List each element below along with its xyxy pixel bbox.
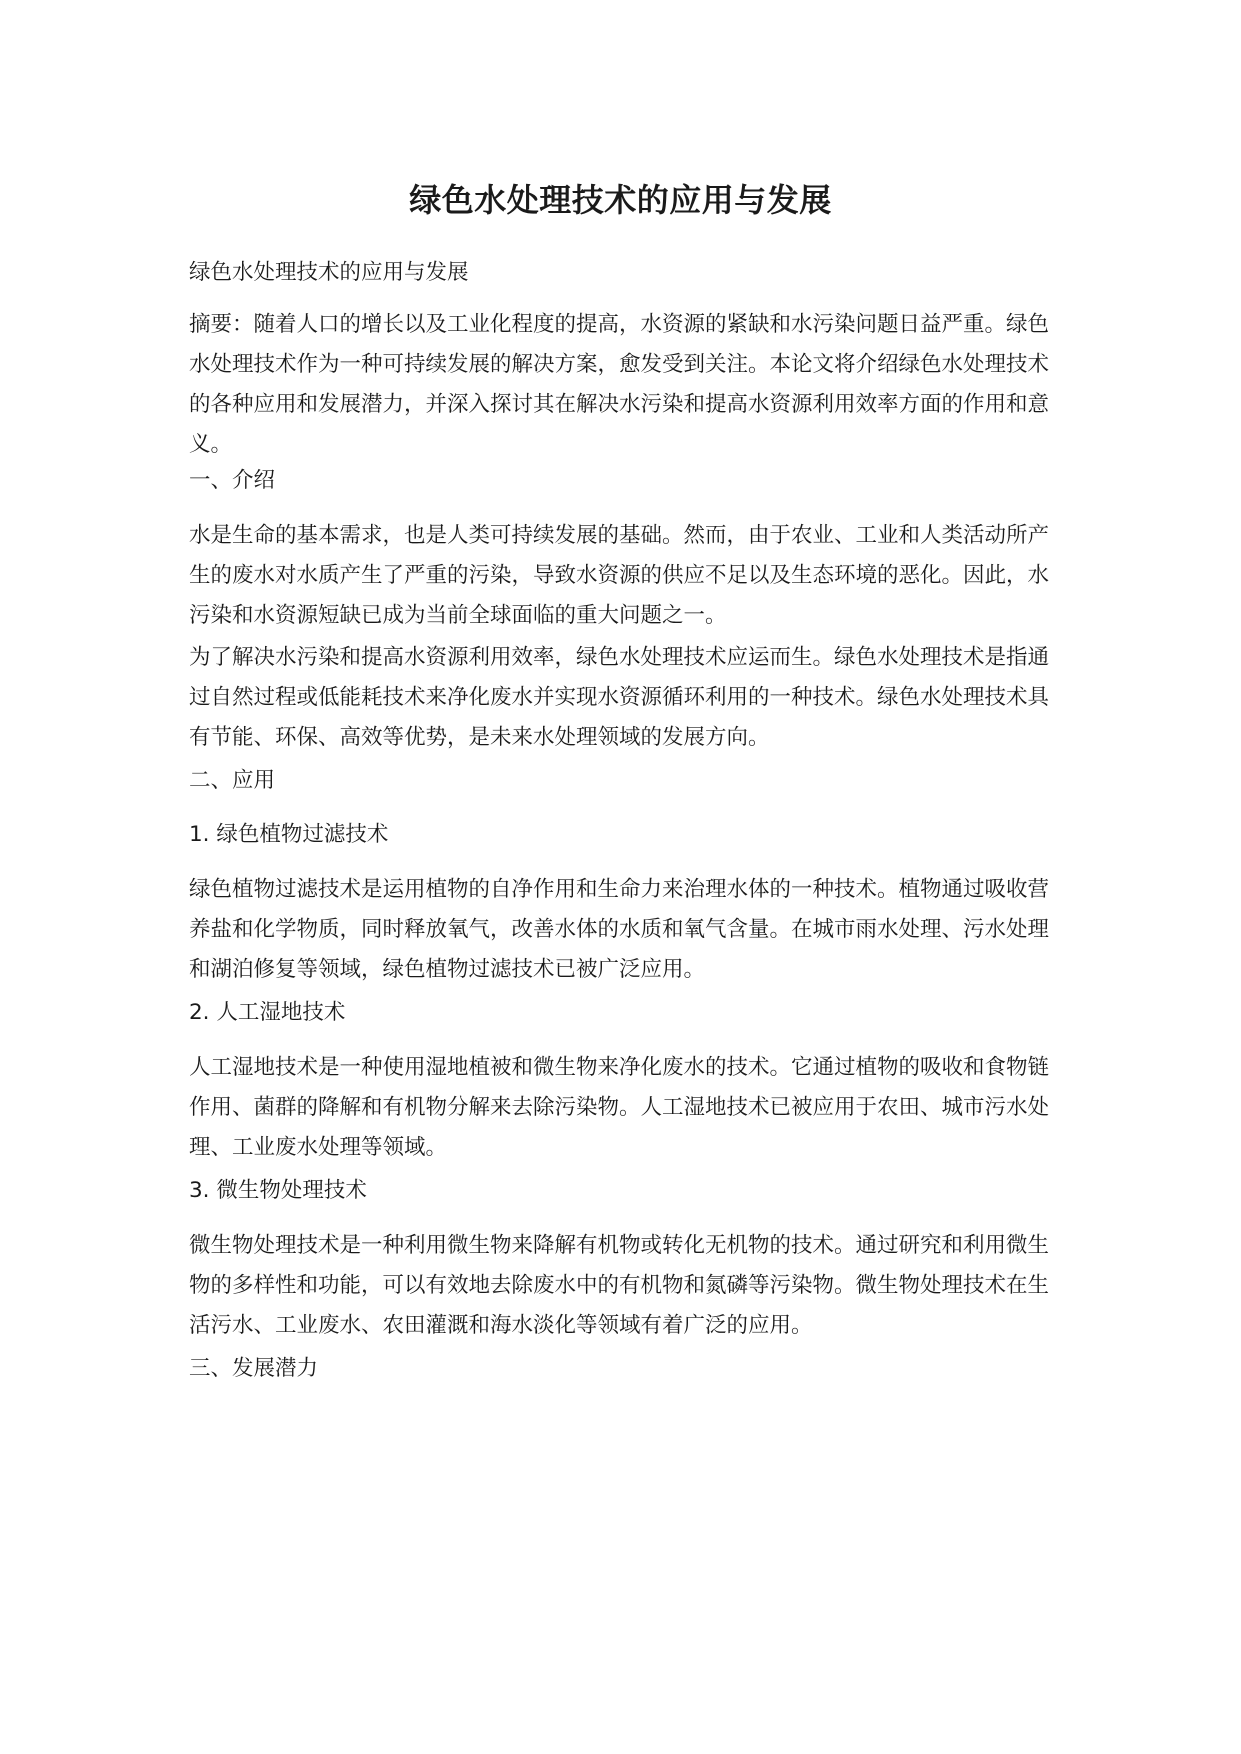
section-heading-applications: 二、应用 [189, 768, 276, 793]
abstract-paragraph: 摘要：随着人口的增长以及工业化程度的提高，水资源的紧缺和水污染问题日益严重。绿色水处理技术作为一种可持续发展的解决方案，愈发受到关注。本论文将介绍绿色水处理技术的各种应用和发展潜力，并深入探讨其在解决水污染和提高水资源利用效率方面的作用和意义。 [189, 312, 1050, 457]
section-heading-introduction: 一、介绍 [189, 468, 276, 493]
subsection-heading-microbial-treatment: 3. 微生物处理技术 [189, 1178, 367, 1203]
microbial-treatment-paragraph: 微生物处理技术是一种利用微生物来降解有机物或转化无机物的技术。通过研究和利用微生物的多样性和功能，可以有效地去除废水中的有机物和氮磷等污染物。微生物处理技术在生活污水、工业废水、农田灌溉和海水淡化等领域有着广泛的应用。 [189, 1233, 1050, 1338]
document-title: 绿色水处理技术的应用与发展 [409, 181, 832, 219]
intro-paragraph-2: 为了解决水污染和提高水资源利用效率，绿色水处理技术应运而生。绿色水处理技术是指通过自然过程或低能耗技术来净化废水并实现水资源循环利用的一种技术。绿色水处理技术具有节能、环保、高效等优势，是未来水处理领域的发展方向。 [189, 645, 1050, 750]
constructed-wetland-paragraph: 人工湿地技术是一种使用湿地植被和微生物来净化废水的技术。它通过植物的吸收和食物链作用、菌群的降解和有机物分解来去除污染物。人工湿地技术已被应用于农田、城市污水处理、工业废水处理等领域。 [189, 1055, 1050, 1160]
subsection-heading-plant-filtration: 1. 绿色植物过滤技术 [189, 822, 389, 847]
section-heading-development-potential: 三、发展潜力 [189, 1356, 319, 1381]
intro-paragraph-1: 水是生命的基本需求，也是人类可持续发展的基础。然而，由于农业、工业和人类活动所产生的废水对水质产生了严重的污染，导致水资源的供应不足以及生态环境的恶化。因此，水污染和水资源短缺已成为当前全球面临的重大问题之一。 [189, 523, 1050, 628]
subsection-heading-constructed-wetland: 2. 人工湿地技术 [189, 1000, 346, 1025]
plant-filtration-paragraph: 绿色植物过滤技术是运用植物的自净作用和生命力来治理水体的一种技术。植物通过吸收营养盐和化学物质，同时释放氧气，改善水体的水质和氧气含量。在城市雨水处理、污水处理和湖泊修复等领域，绿色植物过滤技术已被广泛应用。 [189, 877, 1050, 982]
document-subtitle: 绿色水处理技术的应用与发展 [189, 260, 469, 285]
